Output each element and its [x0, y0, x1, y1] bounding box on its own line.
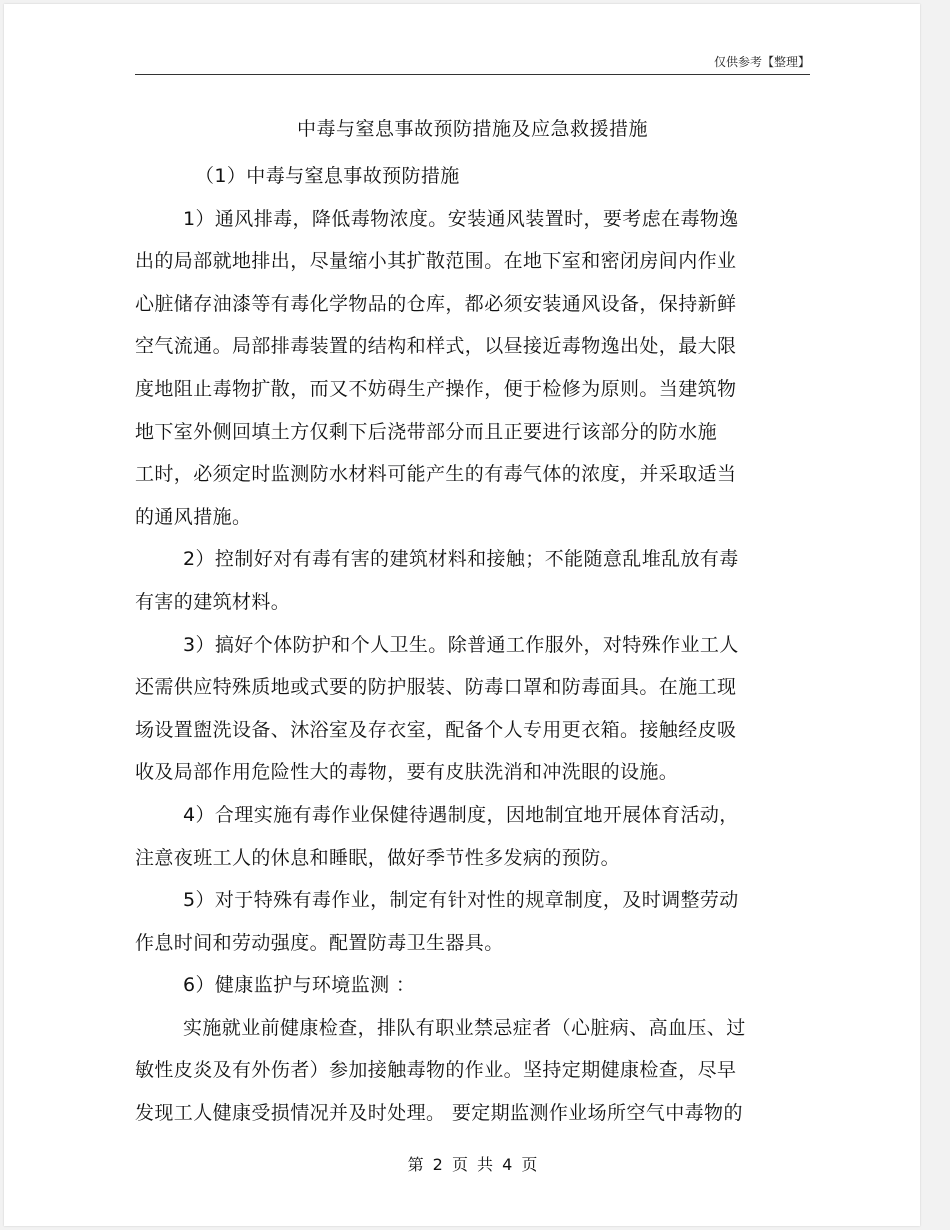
body-text-line: （1）中毒与窒息事故预防措施 — [195, 165, 460, 187]
body-text-line: 4）合理实施有毒作业保健待遇制度，因地制宜地开展体育活动， — [183, 803, 739, 826]
body-text-line: 作息时间和劳动强度。配置防毒卫生器具。 — [135, 931, 504, 954]
body-text-line: 发现工人健康受损情况并及时处理。 要定期监测作业场所空气中毒物的 — [135, 1102, 743, 1125]
body-text-line: 心脏储存油漆等有毒化学物品的仓库，都必须安装通风设备，保持新鲜 — [135, 292, 737, 315]
page-header-note: 仅供参考【整理】 — [713, 55, 810, 69]
body-text-line: 工时，必须定时监测防水材料可能产生的有毒气体的浓度，并采取适当 — [135, 463, 737, 486]
header-divider — [135, 74, 810, 75]
body-text-line: 地下室外侧回填土方仅剩下后浇带部分而且正要进行该部分的防水施 — [135, 420, 718, 443]
body-text-line: 3）搞好个体防护和个人卫生。除普通工作服外，对特殊作业工人 — [183, 633, 739, 656]
body-text-line: 空气流通。局部排毒装置的结构和样式，以昼接近毒物逸出处，最大限 — [135, 335, 737, 358]
body-text-line: 6）健康监护与环境监测 ： — [183, 974, 416, 997]
document-body — [135, 155, 780, 1135]
body-text-line: 1）通风排毒，降低毒物浓度。安装通风装置时，要考虑在毒物逸 — [183, 207, 739, 230]
body-text-line: 的通风措施。 — [135, 505, 252, 528]
body-text-line: 有害的建筑材料。 — [135, 590, 291, 613]
body-text-line: 场设置盥洗设备、沐浴室及存衣室，配备个人专用更衣箱。接触经皮吸 — [135, 718, 737, 741]
document-title: 中毒与窒息事故预防措施及应急救援措施 — [296, 118, 648, 140]
body-text-line: 实施就业前健康检查，排队有职业禁忌症者（心脏病、高血压、过 — [183, 1016, 746, 1039]
body-text-line: 2）控制好对有毒有害的建筑材料和接触；不能随意乱堆乱放有毒 — [183, 548, 739, 571]
body-text-line: 度地阻止毒物扩散，而又不妨碍生产操作，便于检修为原则。当建筑物 — [135, 377, 737, 400]
body-text-line: 收及局部作用危险性大的毒物，要有皮肤洗消和冲洗眼的设施。 — [135, 761, 679, 784]
page-number-footer: 第 2 页 共 4 页 — [407, 1155, 538, 1174]
body-text-line: 出的局部就地排出，尽量缩小其扩散范围。在地下室和密闭房间内作业 — [135, 250, 737, 273]
body-text-line: 5）对于特殊有毒作业，制定有针对性的规章制度，及时调整劳动 — [183, 889, 739, 912]
body-text-line: 敏性皮炎及有外伤者）参加接触毒物的作业。坚持定期健康检查，尽早 — [135, 1059, 737, 1082]
body-text-line: 还需供应特殊质地或式要的防护服装、防毒口罩和防毒面具。在施工现 — [135, 676, 737, 699]
body-text-line: 注意夜班工人的休息和睡眠，做好季节性多发病的预防。 — [135, 846, 621, 869]
